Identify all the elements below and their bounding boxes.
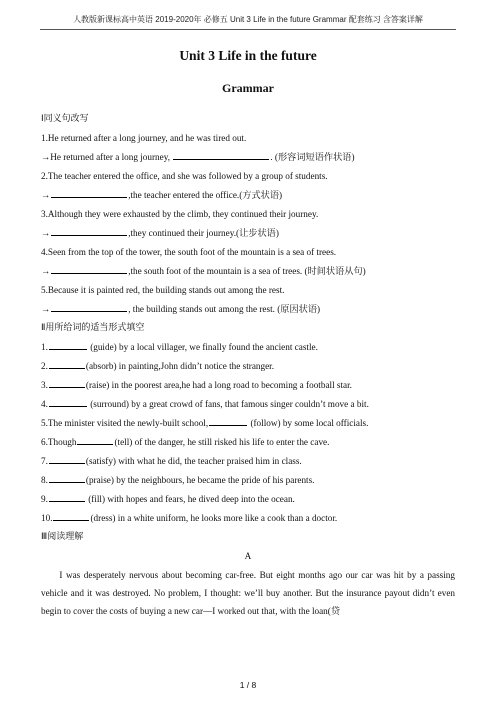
- s1-answer-4-pre: →: [41, 266, 51, 276]
- answer-blank[interactable]: [49, 397, 87, 407]
- s2-item-6: [41, 433, 455, 452]
- s1-answer-1-post: . (形容词短语作状语): [270, 152, 355, 162]
- s1-answer-1: [41, 148, 455, 167]
- answer-blank[interactable]: [51, 302, 127, 312]
- s2-item-pre: 3.: [41, 380, 48, 390]
- s1-answer-3: [41, 224, 455, 243]
- s2-item-post: (tell) of the danger, he still risked his life to enter the cave.: [114, 437, 330, 447]
- s2-item-post: (guide) by a local villager, we finally found the ancient castle.: [87, 342, 318, 352]
- s2-item-4: [41, 395, 455, 414]
- answer-blank[interactable]: [51, 188, 127, 198]
- s2-item-pre: 4.: [41, 399, 48, 409]
- s2-item-3: [41, 376, 455, 395]
- answer-blank[interactable]: [77, 435, 113, 445]
- s1-question-3: 3.Although they were exhausted by the climb, they continued their journey.: [41, 209, 319, 219]
- s1-answer-5: [41, 300, 455, 319]
- s1-question-1: 1.He returned after a long journey, and he was tired out.: [41, 133, 247, 143]
- s2-item-post: (fill) with hopes and fears, he dived deep into the ocean.: [85, 494, 295, 504]
- s2-item-post: (follow) by some local officials.: [248, 418, 369, 428]
- s2-item-2: [41, 357, 455, 376]
- answer-blank[interactable]: [49, 492, 85, 502]
- s1-answer-4: [41, 262, 455, 281]
- page-subtitle: Grammar: [222, 81, 274, 95]
- s2-item-post: (satisfy) with what he did, the teacher praised him in class.: [85, 456, 302, 466]
- s2-item-pre: 5.The minister visited the newly-built school,: [41, 418, 209, 428]
- s2-item-1: [41, 338, 455, 357]
- answer-blank[interactable]: [49, 473, 85, 483]
- s2-item-7: [41, 452, 455, 471]
- s1-answer-5-pre: →: [41, 304, 51, 314]
- s2-item-5: [41, 414, 455, 433]
- s1-question-4: 4.Seen from the top of the tower, the south foot of the mountain is a sea of trees.: [41, 247, 337, 257]
- page-number: 1 / 8: [239, 680, 257, 690]
- answer-blank[interactable]: [49, 378, 85, 388]
- s2-item-pre: 7.: [41, 456, 48, 466]
- s2-item-pre: 2.: [41, 361, 48, 371]
- s1-answer-5-post: , the building stands out among the rest. (原因状语): [128, 304, 321, 314]
- s2-item-9: [41, 490, 455, 509]
- s2-item-post: (dress) in a white uniform, he looks more like a cook than a doctor.: [90, 513, 338, 523]
- answer-blank[interactable]: [49, 454, 85, 464]
- section-2-heading: Ⅱ用所给词的适当形式填空: [41, 323, 145, 333]
- passage-label: A: [244, 551, 252, 561]
- s2-item-pre: 1.: [41, 342, 48, 352]
- s2-item-post: (absorb) in painting,John didn’t notice the stranger.: [85, 361, 275, 371]
- s1-question-2: 2.The teacher entered the office, and she was followed by a group of students.: [41, 171, 328, 181]
- s2-item-pre: 8.: [41, 475, 48, 485]
- answer-blank[interactable]: [173, 150, 269, 160]
- s2-item-post: (praise) by the neighbours, he became the pride of his parents.: [85, 475, 315, 485]
- s1-answer-3-post: ,they continued their journey.(让步状语): [128, 228, 279, 238]
- s2-item-post: (raise) in the poorest area,he had a long road to becoming a football star.: [85, 380, 352, 390]
- section-3-heading: Ⅲ阅读理解: [41, 532, 84, 542]
- s1-answer-4-post: ,the south foot of the mountain is a sea of trees. (时间状语从句): [128, 266, 366, 276]
- s2-item-pre: 6.Though: [41, 437, 77, 447]
- s1-answer-3-pre: →: [41, 228, 51, 238]
- page-title: Unit 3 Life in the future: [179, 48, 317, 63]
- answer-blank[interactable]: [51, 226, 127, 236]
- s1-answer-2-post: ,the teacher entered the office.(方式状语): [128, 190, 283, 200]
- s1-answer-1-pre: →He returned after a long journey,: [41, 152, 173, 162]
- worksheet-content: [41, 110, 455, 620]
- s2-item-8: [41, 471, 455, 490]
- passage-paragraph: I was desperately nervous about becoming car-free. But eight months ago our car was hit by a passing vehicle and it was destroyed. No problem, I thought: we’ll buy another. But the insurance payout didn’t even begin to cover the costs of buying a new car—I worked out that, with the loan(贷: [41, 570, 455, 616]
- s2-item-pre: 10.: [41, 513, 53, 523]
- s1-question-5: 5.Because it is painted red, the building stands out among the rest.: [41, 285, 285, 295]
- answer-blank[interactable]: [53, 511, 89, 521]
- s1-answer-2-pre: →: [41, 190, 51, 200]
- answer-blank[interactable]: [49, 340, 87, 350]
- answer-blank[interactable]: [209, 416, 247, 426]
- answer-blank[interactable]: [51, 264, 127, 274]
- s2-item-post: (surround) by a great crowd of fans, that famous singer couldn’t move a bit.: [87, 399, 369, 409]
- s1-answer-2: [41, 186, 455, 205]
- answer-blank[interactable]: [49, 359, 85, 369]
- page-header: 人教版新课标高中英语 2019-2020年 必修五 Unit 3 Life in the future Grammar 配套练习 含答案详解: [40, 14, 456, 30]
- s2-item-10: [41, 509, 455, 528]
- s2-item-pre: 9.: [41, 494, 48, 504]
- section-1-heading: Ⅰ同义句改写: [41, 114, 89, 124]
